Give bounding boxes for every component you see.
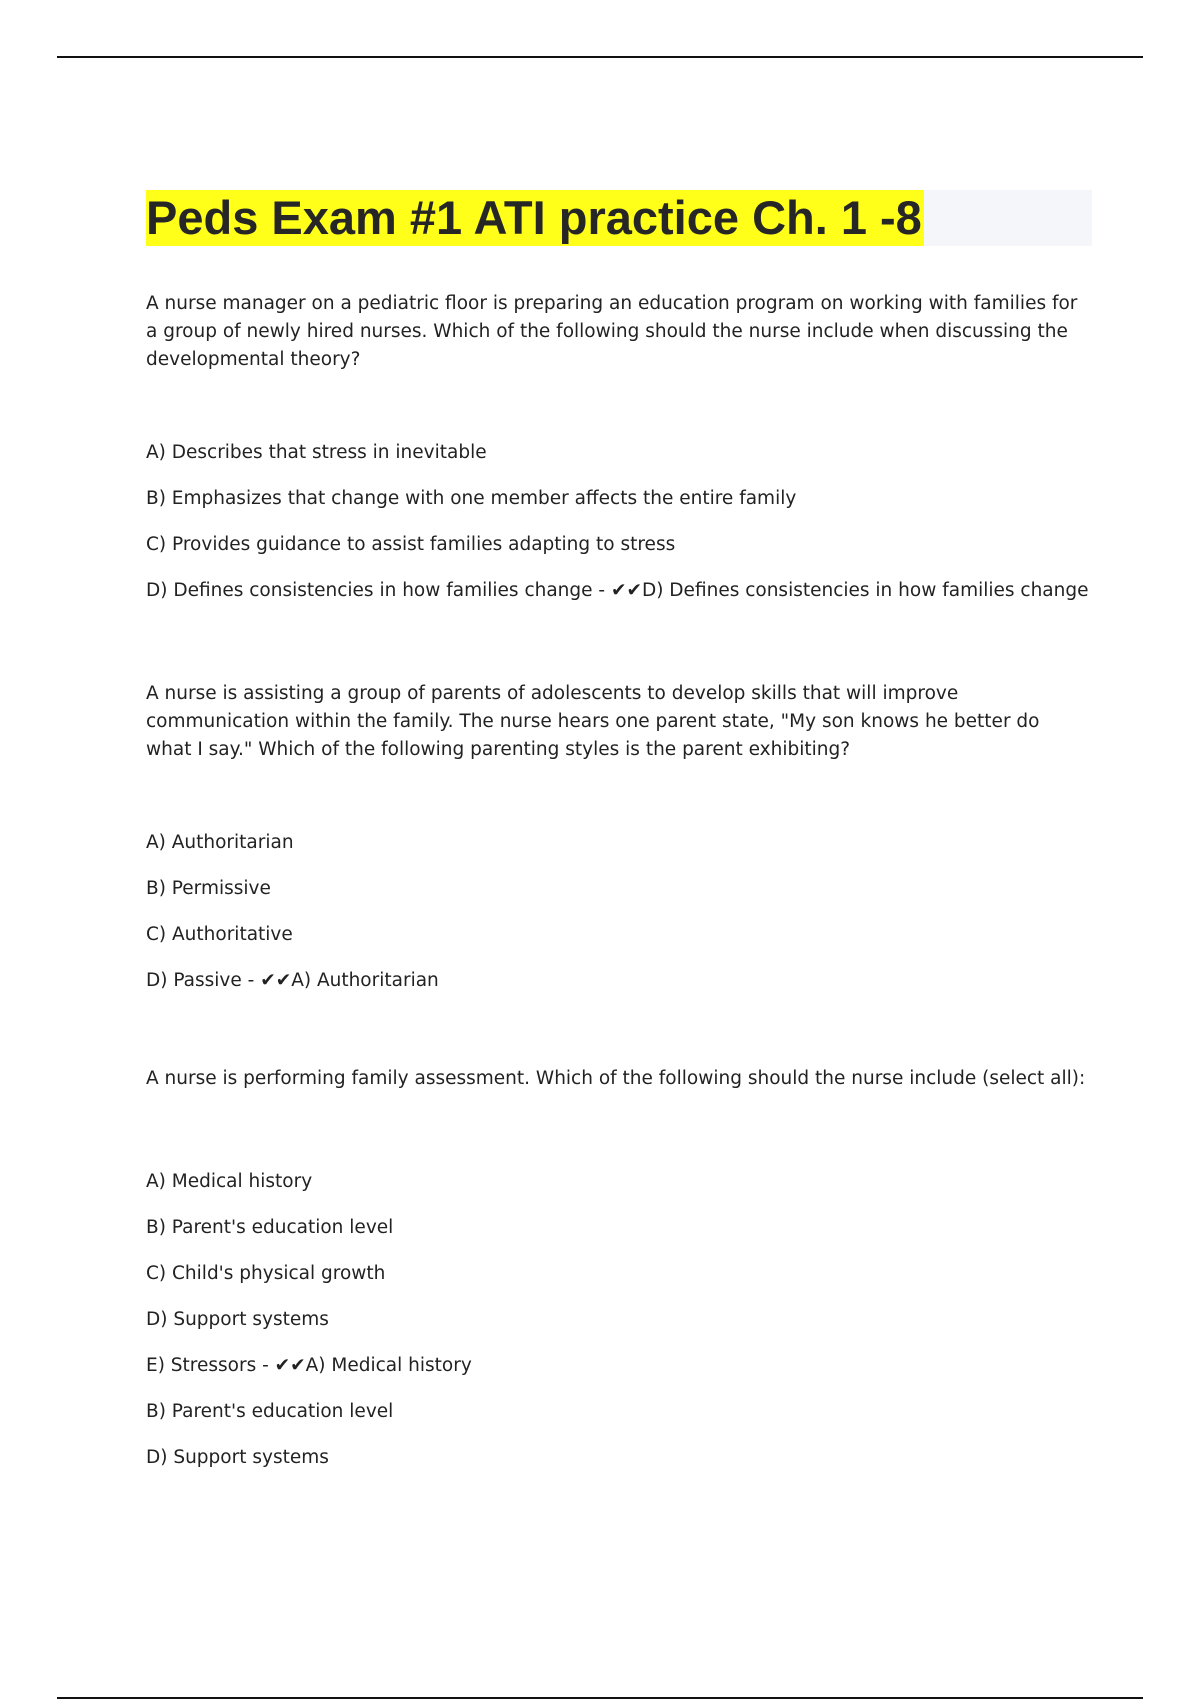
document-body: [146, 290, 1089, 1469]
question-3-option-b: B) Parent's education level: [146, 1217, 394, 1238]
question-3-options: [146, 1171, 1086, 1469]
bottom-rule: [57, 1697, 1143, 1699]
question-2-option-b: B) Permissive: [146, 878, 271, 899]
question-2-options: [146, 832, 1086, 992]
question-3-option-e-answer: E) Stressors - ✔✔A) Medical history: [146, 1355, 472, 1376]
question-1-option-a: A) Describes that stress in inevitable: [146, 442, 487, 463]
question-2-option-c: C) Authoritative: [146, 924, 293, 945]
question-3: [146, 1065, 1086, 1469]
question-1-option-d-answer: D) Defines consistencies in how families change - ✔✔D) Defines consistencies in how families change: [146, 580, 1089, 601]
question-2-stem: A nurse is assisting a group of parents of adolescents to develop skills that will improve communication within the family. The nurse hears one parent state, "My son knows he better do what I say." Which of the following parenting styles is the parent exhibiting?: [146, 683, 1040, 760]
question-3-option-c: C) Child's physical growth: [146, 1263, 386, 1284]
page-title: Peds Exam #1 ATI practice Ch. 1 -8: [146, 191, 922, 244]
question-1-options: [146, 442, 1089, 602]
question-3-option-a: A) Medical history: [146, 1171, 313, 1192]
question-1-stem: A nurse manager on a pediatric floor is preparing an education program on working with families for a group of newly hired nurses. Which of the following should the nurse include when discussing the developmental theory?: [146, 293, 1078, 370]
question-1: [146, 290, 1089, 602]
top-rule: [57, 56, 1143, 58]
question-3-answer-d: D) Support systems: [146, 1447, 329, 1468]
question-2-option-d-answer: D) Passive - ✔✔A) Authoritarian: [146, 970, 439, 991]
question-1-option-c: C) Provides guidance to assist families adapting to stress: [146, 534, 676, 555]
question-2-option-a: A) Authoritarian: [146, 832, 294, 853]
question-3-answer-b: B) Parent's education level: [146, 1401, 394, 1422]
question-3-stem: A nurse is performing family assessment. Which of the following should the nurse include (select all):: [146, 1068, 1086, 1089]
question-1-option-b: B) Emphasizes that change with one member affects the entire family: [146, 488, 797, 509]
question-3-option-d: D) Support systems: [146, 1309, 329, 1330]
question-2: [146, 680, 1086, 992]
